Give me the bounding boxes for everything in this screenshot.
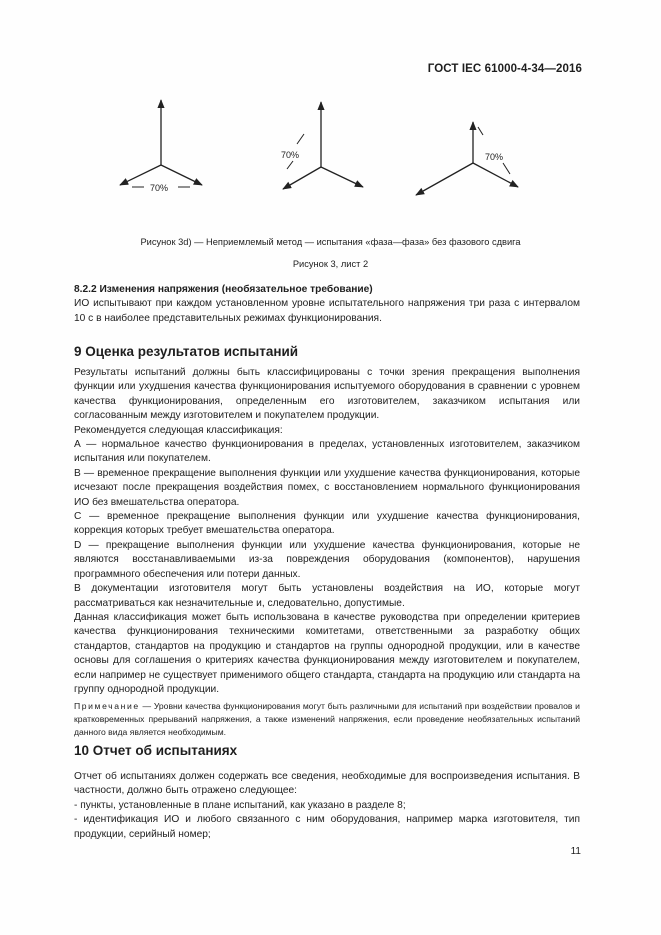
- section-10-list-item: - идентификация ИО и любого связанного с ним оборудования, например марка изготовителя, тип продукции, серийный номер;: [74, 814, 580, 840]
- classification-c: С — временное прекращение выполнения функции или ухудшение качества функционирования, коррекция которых требует вмешательства оператора.: [74, 511, 580, 537]
- section-10-paragraph: Отчет об испытаниях должен содержать все сведения, необходимые для воспроизведения испытания. В частности, должно быть отражено следующее:: [74, 771, 580, 797]
- section-9-paragraph: Данная классификация может быть использована в качестве руководства при определении критериев качества функционирования техническими комитетами, ответственными за разработку общих стандартов, стандартов на продукцию и стандартов на группы однородной продукции, или в качестве основы для соглашения о критериях качества функционирования между изготовителем и покупателем, если например не существует применимого общего стандарта, стандарта на продукцию или стандарта на группу однородной продукции.: [74, 611, 580, 695]
- section-10-heading: 10 Отчет об испытаниях: [74, 743, 238, 758]
- diagram-1-label: 70%: [150, 183, 169, 193]
- note-label: Примечание: [74, 701, 140, 712]
- figure-subcaption: Рисунок 3d) — Неприемлемый метод — испытания «фаза—фаза» без фазового сдвига: [140, 237, 521, 247]
- section-10-list-item: - пункты, установленные в плане испытаний, как указано в разделе 8;: [74, 799, 406, 811]
- section-9-heading: 9 Оценка результатов испытаний: [74, 344, 299, 359]
- section-10-body: [74, 770, 580, 842]
- section-9-paragraph: Рекомендуется следующая классификация:: [74, 424, 283, 436]
- section-9-paragraph: Результаты испытаний должны быть классифицированы с точки зрения прекращения выполнения функции или ухудшения качества функционирования испытуемого оборудования в сравнении с уровнем качества функционирования, определенным его изготовителем, заказчиком испытания или согласованным между изготовителем и покупателем продукции.: [74, 367, 580, 422]
- classification-b: В — временное прекращение выполнения функции или ухудшение качества функционирования, которые исчезают после прекращения воздействия помех, с восстановлением нормального функционирования ИО без вмешательства оператора.: [74, 467, 580, 508]
- note-text: — Уровни качества функционирования могут быть различными для испытаний при воздействии провалов и кратковременных прерываний напряжения, а также изменений напряжения, если проведение необязательных испытаний данного вида является необходимым.: [74, 701, 580, 737]
- figure-caption: Рисунок 3, лист 2: [292, 259, 369, 269]
- phase-diagram-figure: [100, 92, 560, 202]
- section-8-2-2: [74, 283, 580, 326]
- section-8-2-2-heading: 8.2.2 Изменения напряжения (необязательное требование): [74, 284, 373, 295]
- classification-d: D — прекращение выполнения функции или ухудшение качества функционирования, которые не являются восстанавливаемыми из-за повреждения оборудования (компонентов), нарушения программного обеспечения или потери данных.: [74, 539, 580, 580]
- diagram-3-label: 70%: [485, 152, 504, 162]
- section-9-body: [74, 366, 580, 738]
- phasor-diagram-2: [283, 102, 363, 189]
- section-9-paragraph: В документации изготовителя могут быть установлены воздействия на ИО, которые могут рассматриваться как незначительные и, следовательно, допустимые.: [74, 583, 580, 609]
- diagram-2-label: 70%: [281, 150, 300, 160]
- page-number: 11: [570, 846, 581, 857]
- section-8-2-2-paragraph: ИО испытывают при каждом установленном уровне испытательного напряжения три раза с интервалом 10 с в наиболее представительных режимах функционирования.: [74, 298, 580, 324]
- phasor-diagram-1: [120, 100, 202, 187]
- classification-a: А — нормальное качество функционирования в пределах, установленных изготовителем, заказчиком испытания или покупателем.: [74, 439, 580, 465]
- section-9-note: [74, 700, 580, 738]
- document-header: ГОСТ IEC 61000-4-34—2016: [427, 63, 582, 75]
